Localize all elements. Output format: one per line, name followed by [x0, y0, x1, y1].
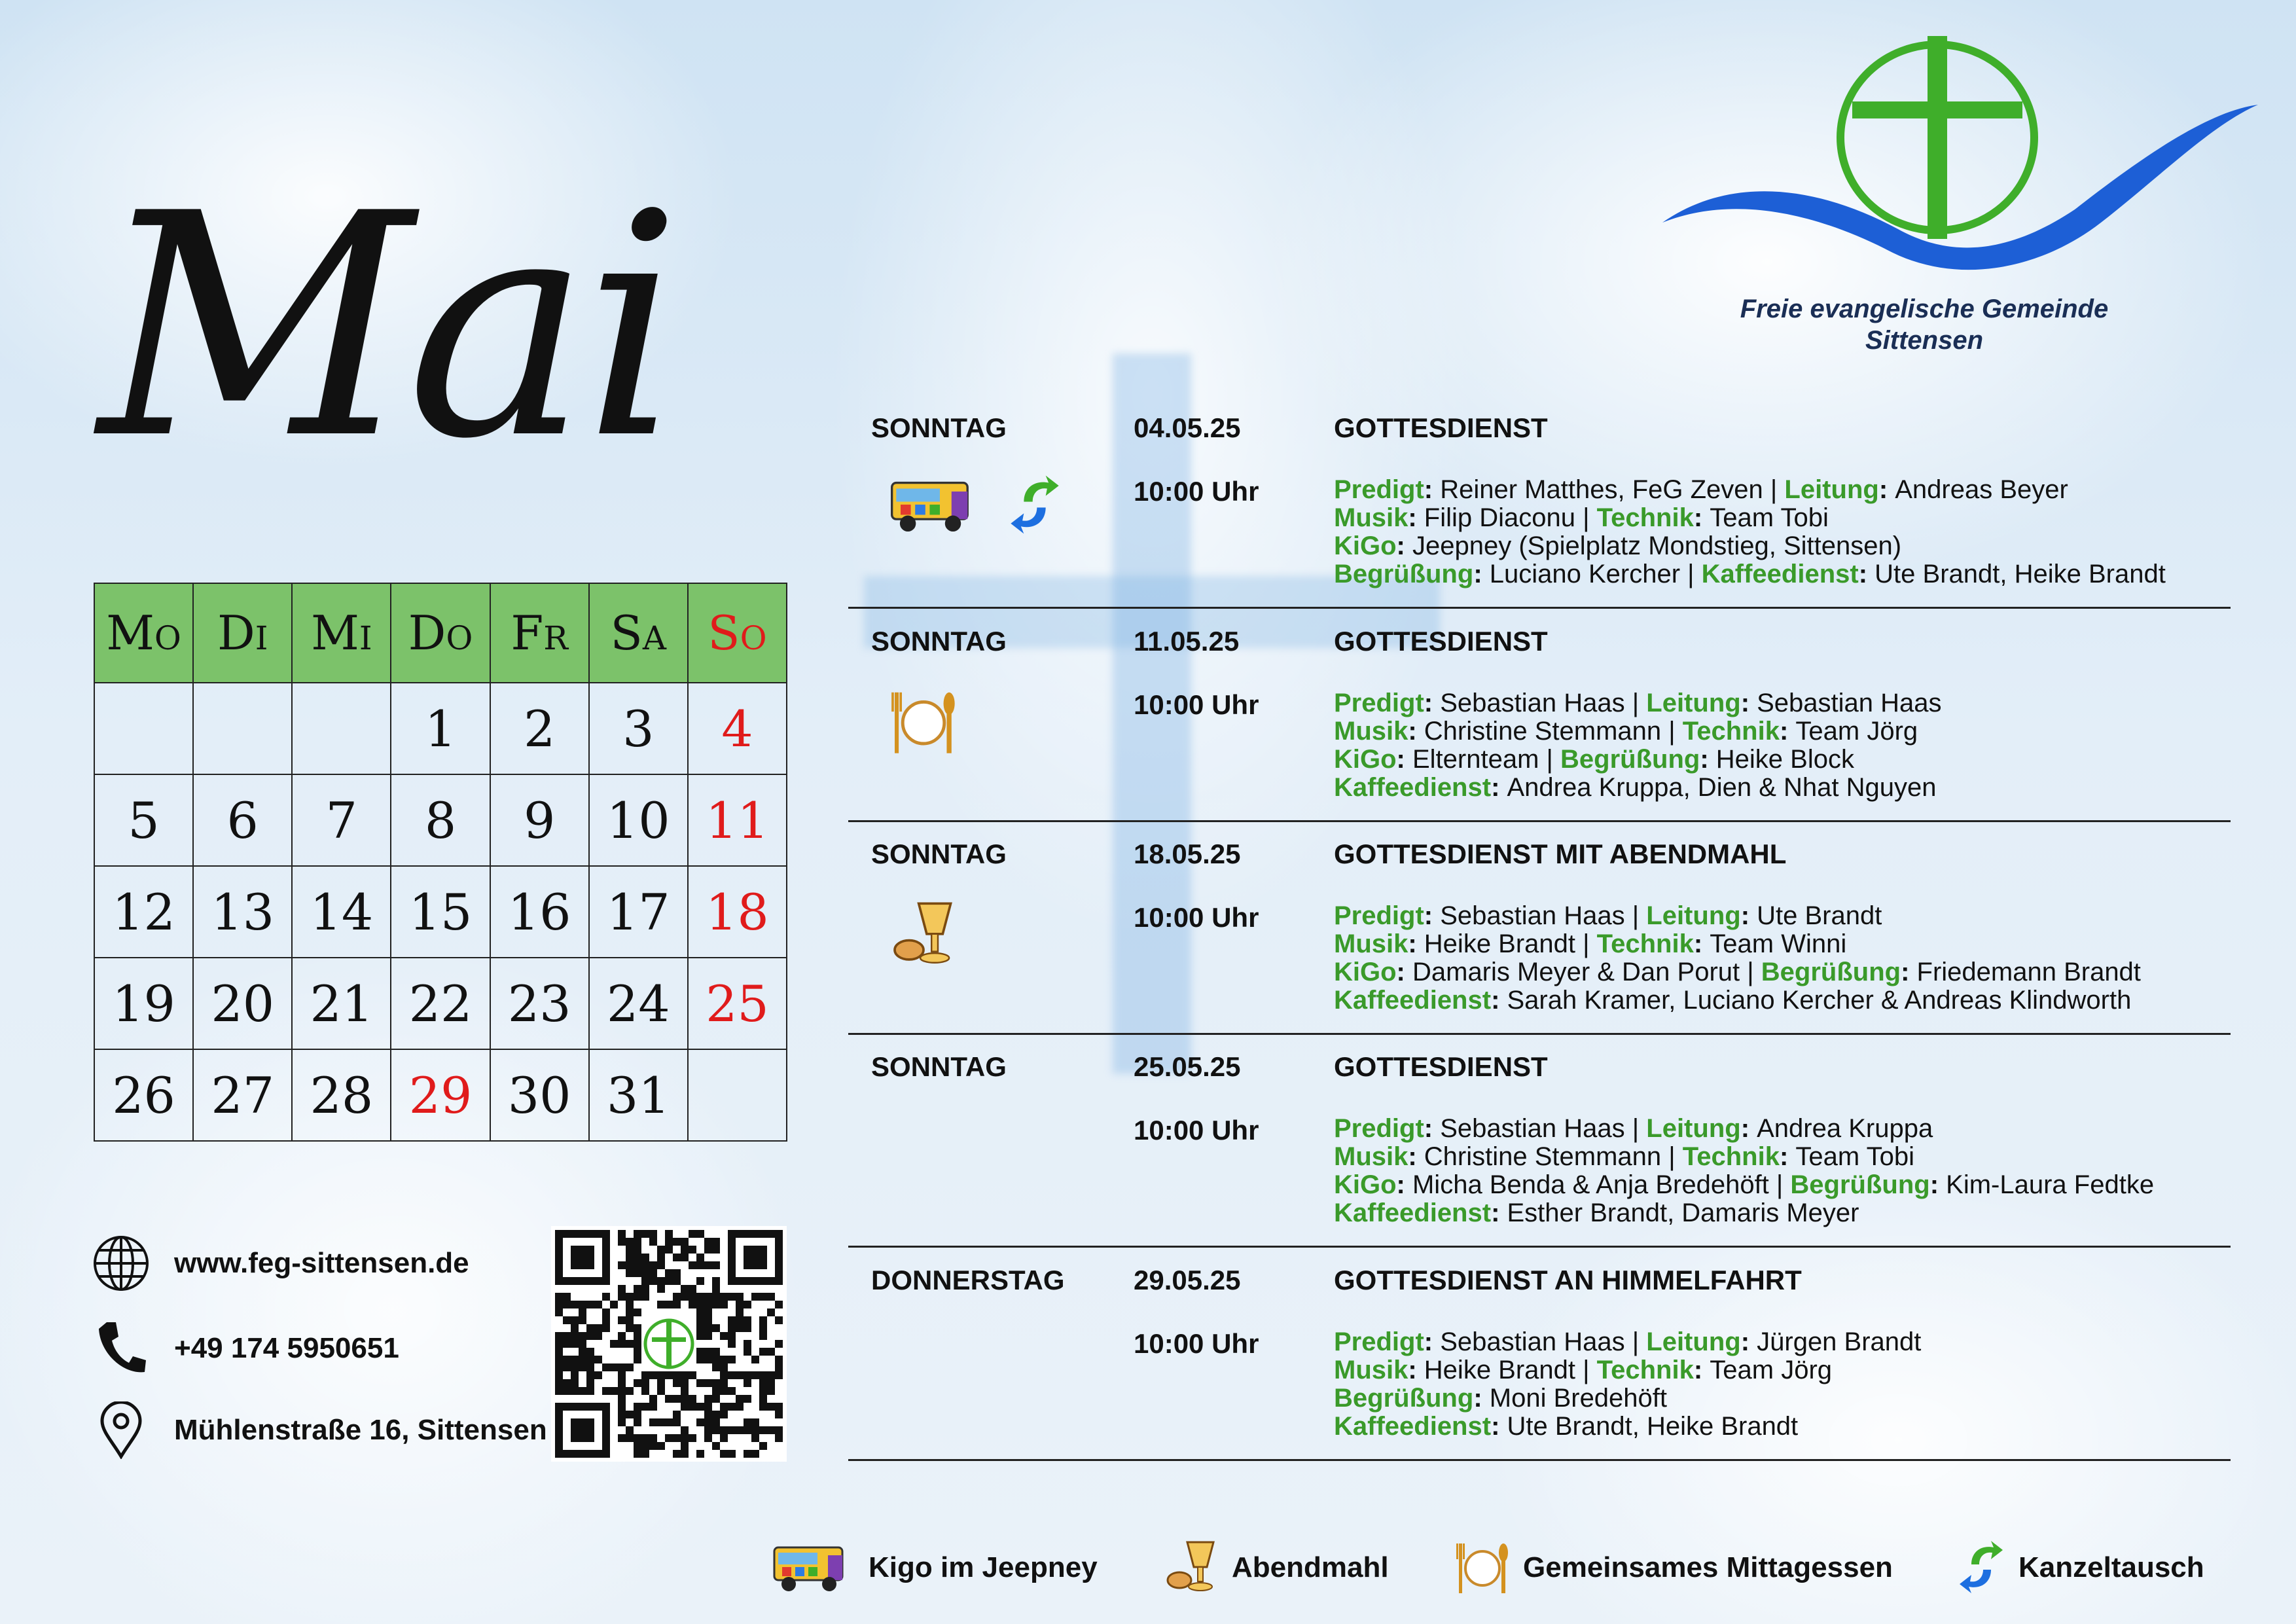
- event-icons: [878, 686, 1074, 784]
- role-label: Leitung: [1646, 901, 1741, 930]
- role-value: Sebastian Haas |: [1440, 901, 1647, 930]
- event-divider: [848, 1459, 2231, 1461]
- role-label: Leitung: [1646, 689, 1741, 717]
- role-label: Leitung: [1646, 1114, 1741, 1143]
- kanzeltausch-icon: [1009, 473, 1061, 541]
- calendar-day: 23: [490, 958, 589, 1049]
- calendar-day: 15: [391, 866, 490, 958]
- role-separator: :: [1693, 503, 1710, 532]
- role-label: KiGo: [1334, 1170, 1397, 1199]
- calendar-day-sunday: [688, 1049, 787, 1141]
- role-separator: :: [1424, 689, 1441, 717]
- role-label: Predigt: [1334, 1327, 1424, 1356]
- role-separator: :: [1396, 532, 1412, 560]
- role-label: Technik: [1596, 1356, 1694, 1384]
- calendar-day: 28: [292, 1049, 391, 1141]
- role-label: Technik: [1596, 929, 1694, 958]
- event-detail-line: [1334, 774, 2224, 802]
- role-value: Heike Brandt |: [1424, 1356, 1597, 1384]
- role-label: Musik: [1334, 717, 1408, 746]
- role-value: Sarah Kramer, Luciano Kercher & Andreas Klindworth: [1507, 986, 2132, 1015]
- role-separator: :: [1779, 1142, 1796, 1171]
- event-detail-line: [1334, 1413, 2224, 1441]
- calendar-day: [193, 683, 292, 774]
- event-divider: [848, 1246, 2231, 1248]
- event-block: [848, 1253, 2231, 1461]
- role-label: Musik: [1334, 929, 1408, 958]
- event-name: GOTTESDIENST AN HIMMELFAHRT: [1334, 1265, 1802, 1295]
- calendar-day: 5: [94, 774, 193, 866]
- event-divider: [848, 820, 2231, 822]
- role-value: Kim-Laura Fedtke: [1946, 1170, 2155, 1199]
- role-label: Technik: [1682, 1142, 1780, 1171]
- calendar-day: [94, 683, 193, 774]
- event-time: 10:00 Uhr: [1134, 1115, 1259, 1146]
- event-block: [848, 827, 2231, 1035]
- event-detail-line: [1334, 902, 2224, 930]
- calendar-day-sunday: 18: [688, 866, 787, 958]
- event-detail-line: [1334, 1199, 2224, 1227]
- event-day: SONNTAG: [871, 412, 1007, 443]
- role-value: Micha Benda & Anja Bredehöft |: [1412, 1170, 1791, 1199]
- calendar-day: 14: [292, 866, 391, 958]
- calendar-day: 10: [589, 774, 688, 866]
- role-value: Team Jörg: [1795, 717, 1918, 746]
- jeepney-icon: [878, 473, 989, 541]
- legend-mittagessen-label: Gemeinsames Mittagessen: [1523, 1551, 1893, 1583]
- role-separator: :: [1700, 745, 1716, 774]
- legend-kanzeltausch: [1958, 1532, 2204, 1604]
- weekday-header: Sa: [589, 583, 688, 683]
- event-date: 04.05.25: [1134, 412, 1241, 443]
- calendar-day: 9: [490, 774, 589, 866]
- role-value: Moni Bredehöft: [1489, 1384, 1668, 1413]
- mittagessen-icon: [891, 686, 956, 761]
- event-detail-line: [1334, 958, 2224, 986]
- event-detail-line: [1334, 476, 2224, 504]
- calendar-day: 22: [391, 958, 490, 1049]
- calendar-day: 13: [193, 866, 292, 958]
- role-value: Heike Block: [1715, 745, 1854, 774]
- phone-icon: [92, 1319, 151, 1378]
- event-block: [848, 614, 2231, 822]
- calendar-day-holiday: 29: [391, 1049, 490, 1141]
- event-detail-line: [1334, 930, 2224, 958]
- globe-icon: [92, 1234, 151, 1293]
- role-separator: :: [1901, 958, 1917, 986]
- event-block: [848, 401, 2231, 609]
- event-detail-line: [1334, 717, 2224, 746]
- role-value: Team Winni: [1710, 929, 1847, 958]
- role-label: Predigt: [1334, 1114, 1424, 1143]
- event-divider: [848, 607, 2231, 609]
- role-label: Predigt: [1334, 901, 1424, 930]
- role-value: Sebastian Haas: [1757, 689, 1942, 717]
- event-date: 29.05.25: [1134, 1265, 1241, 1295]
- role-value: Elternteam |: [1412, 745, 1561, 774]
- role-label: Kaffeedienst: [1334, 986, 1492, 1015]
- role-separator: :: [1424, 1114, 1441, 1143]
- phone-text[interactable]: +49 174 5950651: [174, 1332, 399, 1364]
- abendmahl-icon: [1165, 1538, 1217, 1597]
- role-label: KiGo: [1334, 532, 1397, 560]
- role-label: Kaffeedienst: [1334, 773, 1492, 802]
- event-name: GOTTESDIENST: [1334, 1051, 1548, 1082]
- role-separator: :: [1491, 773, 1507, 802]
- event-detail-line: [1334, 689, 2224, 717]
- role-value: Ute Brandt, Heike Brandt: [1507, 1412, 1799, 1441]
- event-day: SONNTAG: [871, 626, 1007, 657]
- weekday-header: Di: [193, 583, 292, 683]
- role-separator: :: [1473, 1384, 1490, 1413]
- calendar-day: 8: [391, 774, 490, 866]
- event-detail-line: [1334, 1356, 2224, 1384]
- role-separator: :: [1396, 745, 1412, 774]
- role-label: Begrüßung: [1334, 560, 1474, 588]
- role-separator: :: [1878, 475, 1895, 504]
- event-detail-line: [1334, 1115, 2224, 1143]
- role-value: Reiner Matthes, FeG Zeven |: [1440, 475, 1785, 504]
- role-separator: :: [1929, 1170, 1946, 1199]
- role-separator: :: [1740, 689, 1757, 717]
- role-value: Team Jörg: [1710, 1356, 1833, 1384]
- role-value: Sebastian Haas |: [1440, 689, 1647, 717]
- role-value: Jeepney (Spielplatz Mondstieg, Sittensen): [1412, 532, 1902, 560]
- role-label: Leitung: [1784, 475, 1879, 504]
- role-separator: :: [1424, 475, 1441, 504]
- calendar-day: 12: [94, 866, 193, 958]
- calendar-day-sunday: 11: [688, 774, 787, 866]
- event-detail-line: [1334, 532, 2224, 560]
- event-detail-line: [1334, 1384, 2224, 1413]
- mittagessen-icon: [1456, 1538, 1509, 1597]
- role-value: Christine Stemmann |: [1424, 717, 1683, 746]
- role-separator: :: [1408, 1142, 1424, 1171]
- event-details: [1334, 476, 2224, 588]
- role-label: Kaffeedienst: [1701, 560, 1859, 588]
- legend-mittagessen: [1456, 1532, 1893, 1604]
- calendar-day: 19: [94, 958, 193, 1049]
- role-label: Musik: [1334, 503, 1408, 532]
- calendar-day: 30: [490, 1049, 589, 1141]
- qr-code-icon[interactable]: [551, 1226, 787, 1462]
- event-icons: [878, 1325, 1074, 1423]
- role-separator: :: [1396, 1170, 1412, 1199]
- legend-jeepney-label: Kigo im Jeepney: [869, 1551, 1098, 1583]
- role-label: Begrüßung: [1761, 958, 1901, 986]
- month-calendar: [94, 583, 787, 1142]
- role-separator: :: [1408, 717, 1424, 746]
- event-name: GOTTESDIENST: [1334, 412, 1548, 443]
- event-divider: [848, 1033, 2231, 1035]
- event-name: GOTTESDIENST: [1334, 626, 1548, 657]
- role-separator: :: [1858, 560, 1875, 588]
- event-detail-line: [1334, 1143, 2224, 1171]
- role-separator: :: [1491, 1412, 1507, 1441]
- church-name: [1676, 293, 2173, 356]
- weekday-header: Mi: [292, 583, 391, 683]
- calendar-day: 17: [589, 866, 688, 958]
- role-label: KiGo: [1334, 958, 1397, 986]
- role-label: Technik: [1596, 503, 1694, 532]
- calendar-day: 26: [94, 1049, 193, 1141]
- event-day: SONNTAG: [871, 839, 1007, 869]
- role-separator: :: [1396, 958, 1412, 986]
- jeepney-icon: [769, 1538, 854, 1597]
- event-details: [1334, 902, 2224, 1015]
- weekday-header: Do: [391, 583, 490, 683]
- legend-abendmahl-label: Abendmahl: [1232, 1551, 1389, 1583]
- event-icons: [878, 1111, 1074, 1210]
- role-value: Filip Diaconu |: [1424, 503, 1597, 532]
- event-detail-line: [1334, 560, 2224, 588]
- role-separator: :: [1491, 1199, 1507, 1227]
- role-separator: :: [1693, 1356, 1710, 1384]
- calendar-day: 7: [292, 774, 391, 866]
- calendar-day: 3: [589, 683, 688, 774]
- event-details: [1334, 1115, 2224, 1227]
- calendar-day: 6: [193, 774, 292, 866]
- role-label: Begrüßung: [1334, 1384, 1474, 1413]
- role-value: Esther Brandt, Damaris Meyer: [1507, 1199, 1859, 1227]
- address-text[interactable]: Mühlenstraße 16, Sittensen: [174, 1414, 547, 1446]
- role-separator: :: [1740, 1114, 1757, 1143]
- role-value: Ute Brandt: [1757, 901, 1882, 930]
- contact-website[interactable]: [92, 1234, 563, 1293]
- event-details: [1334, 1328, 2224, 1441]
- role-value: Team Tobi: [1795, 1142, 1914, 1171]
- role-label: Musik: [1334, 1142, 1408, 1171]
- calendar-day-sunday: 4: [688, 683, 787, 774]
- role-separator: :: [1424, 1327, 1441, 1356]
- event-day: SONNTAG: [871, 1051, 1007, 1082]
- role-separator: :: [1424, 901, 1441, 930]
- role-separator: :: [1740, 901, 1757, 930]
- church-name-line2: Sittensen: [1865, 326, 1984, 355]
- contact-phone[interactable]: [92, 1319, 563, 1378]
- calendar-day: 16: [490, 866, 589, 958]
- role-label: Kaffeedienst: [1334, 1199, 1492, 1227]
- event-detail-line: [1334, 504, 2224, 532]
- calendar-day-sunday: 25: [688, 958, 787, 1049]
- event-name: GOTTESDIENST MIT ABENDMAHL: [1334, 839, 1787, 869]
- role-label: Kaffeedienst: [1334, 1412, 1492, 1441]
- legend-abendmahl: [1165, 1532, 1389, 1604]
- event-time: 10:00 Uhr: [1134, 902, 1259, 933]
- church-name-line1: Freie evangelische Gemeinde: [1740, 295, 2109, 323]
- calendar-day: 21: [292, 958, 391, 1049]
- role-value: Ute Brandt, Heike Brandt: [1874, 560, 2166, 588]
- event-icons: [878, 473, 1074, 571]
- role-separator: :: [1491, 986, 1507, 1015]
- role-value: Sebastian Haas |: [1440, 1114, 1647, 1143]
- calendar-day: 31: [589, 1049, 688, 1141]
- role-value: Andreas Beyer: [1895, 475, 2068, 504]
- event-date: 11.05.25: [1134, 626, 1240, 657]
- event-icons: [878, 899, 1074, 997]
- event-time: 10:00 Uhr: [1134, 689, 1259, 720]
- role-value: Damaris Meyer & Dan Porut |: [1412, 958, 1761, 986]
- calendar-day: [292, 683, 391, 774]
- calendar-day: 24: [589, 958, 688, 1049]
- role-separator: :: [1779, 717, 1796, 746]
- legend-kanzeltausch-label: Kanzeltausch: [2018, 1551, 2204, 1583]
- role-separator: :: [1473, 560, 1490, 588]
- role-label: Technik: [1682, 717, 1780, 746]
- event-detail-line: [1334, 986, 2224, 1015]
- role-separator: :: [1408, 1356, 1424, 1384]
- role-separator: :: [1408, 503, 1424, 532]
- role-value: Heike Brandt |: [1424, 929, 1597, 958]
- legend-jeepney: [769, 1532, 1098, 1604]
- event-time: 10:00 Uhr: [1134, 1328, 1259, 1359]
- role-value: Friedemann Brandt: [1916, 958, 2141, 986]
- event-detail-line: [1334, 1328, 2224, 1356]
- role-separator: :: [1408, 929, 1424, 958]
- website-text[interactable]: www.feg-sittensen.de: [174, 1247, 469, 1279]
- event-day: DONNERSTAG: [871, 1265, 1065, 1295]
- event-time: 10:00 Uhr: [1134, 476, 1259, 507]
- role-value: Team Tobi: [1710, 503, 1829, 532]
- event-date: 18.05.25: [1134, 839, 1241, 869]
- event-detail-line: [1334, 746, 2224, 774]
- role-value: Christine Stemmann |: [1424, 1142, 1683, 1171]
- kanzeltausch-icon: [1958, 1538, 2004, 1597]
- role-value: Andrea Kruppa: [1757, 1114, 1933, 1143]
- role-label: Begrüßung: [1560, 745, 1700, 774]
- weekday-header-sunday: So: [688, 583, 787, 683]
- calendar-day: 27: [193, 1049, 292, 1141]
- role-value: Sebastian Haas |: [1440, 1327, 1647, 1356]
- event-date: 25.05.25: [1134, 1051, 1241, 1082]
- role-value: Luciano Kercher |: [1489, 560, 1702, 588]
- event-detail-line: [1334, 1171, 2224, 1199]
- role-separator: :: [1740, 1327, 1757, 1356]
- weekday-header: Mo: [94, 583, 193, 683]
- contact-address[interactable]: [92, 1401, 563, 1460]
- event-block: [848, 1039, 2231, 1248]
- event-details: [1334, 689, 2224, 802]
- role-label: KiGo: [1334, 745, 1397, 774]
- role-label: Predigt: [1334, 475, 1424, 504]
- calendar-day: 20: [193, 958, 292, 1049]
- role-label: Predigt: [1334, 689, 1424, 717]
- role-value: Andrea Kruppa, Dien & Nhat Nguyen: [1507, 773, 1937, 802]
- calendar-day: 1: [391, 683, 490, 774]
- abendmahl-icon: [891, 899, 956, 974]
- weekday-header: Fr: [490, 583, 589, 683]
- role-label: Musik: [1334, 1356, 1408, 1384]
- role-label: Begrüßung: [1790, 1170, 1930, 1199]
- month-title: Mai: [98, 148, 675, 506]
- role-value: Jürgen Brandt: [1757, 1327, 1922, 1356]
- calendar-day: 2: [490, 683, 589, 774]
- role-separator: :: [1693, 929, 1710, 958]
- location-pin-icon: [92, 1401, 151, 1460]
- role-label: Leitung: [1646, 1327, 1741, 1356]
